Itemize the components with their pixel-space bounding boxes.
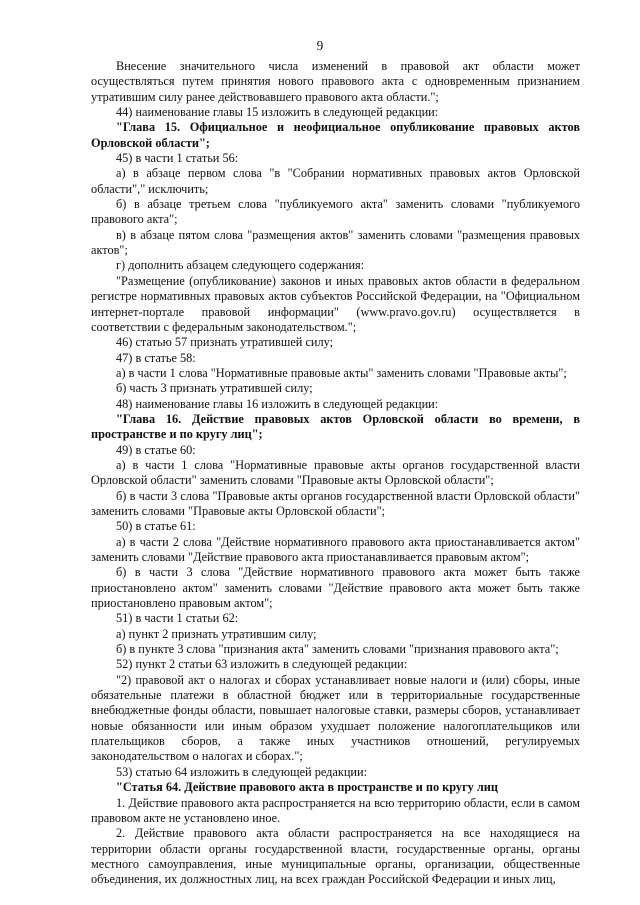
text-paragraph: Внесение значительного числа изменений в правовой акт области может осуществляться путем принятия нового правового акта с одновременным признанием утратившим силу ранее действовавшего правового акта области."; xyxy=(91,59,580,104)
text-paragraph: 46) статью 57 признать утратившей силу; xyxy=(116,335,334,350)
text-paragraph: в) в абзаце пятом слова "размещения актов" заменить словами "размещения правовых актов"; xyxy=(91,227,580,258)
text-paragraph: б) в части 3 слова "Правовые акты органов государственной власти Орловской области" заменить словами "Правовые акты Орловской области"; xyxy=(91,488,580,518)
heading-paragraph: "Глава 16. Действие правовых актов Орловской области во времени, в пространстве и по кругу лиц"; xyxy=(91,411,580,442)
heading-paragraph: "Глава 15. Официальное и неофициальное опубликование правовых актов Орловской области"; xyxy=(91,120,580,150)
text-paragraph: 48) наименование главы 16 изложить в следующей редакции: xyxy=(116,396,439,411)
text-paragraph: а) пункт 2 признать утратившим силу; xyxy=(116,626,317,641)
text-paragraph: 47) в статье 58: xyxy=(116,350,196,365)
text-paragraph: "Размещение (опубликование) законов и иных правовых актов области в федеральном регистре нормативных правовых актов субъектов Российской Федерации, на "Официальном интернет-портале правовой информации" (www.pravo.gov.ru) осуществляется в соответствии с федеральным законодательством."; xyxy=(91,273,580,334)
text-paragraph: г) дополнить абзацем следующего содержания: xyxy=(116,258,365,273)
text-paragraph: б) в абзаце третьем слова "публикуемого акта" заменить словами "публикуемого правового акта"; xyxy=(91,197,580,227)
text-paragraph: б) в части 3 слова "Действие нормативного правового акта может быть также приостановлено актом" заменить словами "Действие правового акта может быть также приостановлено правовым актом"; xyxy=(91,565,580,611)
page-number: 9 xyxy=(316,38,324,53)
text-paragraph: б) часть 3 признать утратившей силу; xyxy=(116,381,313,396)
heading-paragraph: "Статья 64. Действие правового акта в пространстве и по кругу лиц xyxy=(116,780,498,795)
text-paragraph: а) в части 1 слова "Нормативные правовые акты органов государственной власти Орловской области" заменить словами "Правовые акты Орловской области"; xyxy=(91,457,580,488)
text-paragraph: б) в пункте 3 слова "признания акта" заменить словами "признания правового акта"; xyxy=(116,642,559,657)
text-paragraph: 2. Действие правового акта области распространяется на все находящиеся на территории области органы государственной власти, государственные органы, органы местного самоуправления, иные муниципальные органы, организации, общественные объединения, их должностных лиц, на всех граждан Российской Федерации и иных лиц, xyxy=(91,826,580,887)
text-paragraph: 49) в статье 60: xyxy=(116,442,196,457)
text-paragraph: 44) наименование главы 15 изложить в следующей редакции: xyxy=(116,105,439,120)
text-paragraph: а) в части 2 слова "Действие нормативного правового акта приостанавливается актом" заменить словами "Действие правового акта приостанавливается правовым актом"; xyxy=(91,534,580,564)
text-paragraph: а) в абзаце первом слова "в "Собрании нормативных правовых актов Орловской области"," исключить; xyxy=(91,166,580,196)
text-paragraph: 45) в части 1 статьи 56: xyxy=(116,151,239,166)
document-body xyxy=(91,59,580,888)
text-paragraph: "2) правовой акт о налогах и сборах устанавливает новые налоги и (или) сборы, иные обязательные платежи в областной бюджет или в территориальные государственные внебюджетные фонды области, повышает налоговые ставки, размеры сборов, устанавливает новые обязанности или иным образом ухудшает положение налогоплательщиков или плательщиков сборов, а также иных участников отношений, регулируемых законодательством о налогах и сборах."; xyxy=(91,672,580,764)
text-paragraph: а) в части 1 слова "Нормативные правовые акты" заменить словами "Правовые акты"; xyxy=(116,365,567,380)
text-paragraph: 53) статью 64 изложить в следующей редакции: xyxy=(116,764,367,779)
text-paragraph: 51) в части 1 статьи 62: xyxy=(116,611,239,626)
text-paragraph: 52) пункт 2 статьи 63 изложить в следующей редакции: xyxy=(116,657,408,672)
text-paragraph: 50) в статье 61: xyxy=(116,519,196,534)
text-paragraph: 1. Действие правового акта распространяется на всю территорию области, если в самом правовом акте не установлено иное. xyxy=(91,795,580,825)
